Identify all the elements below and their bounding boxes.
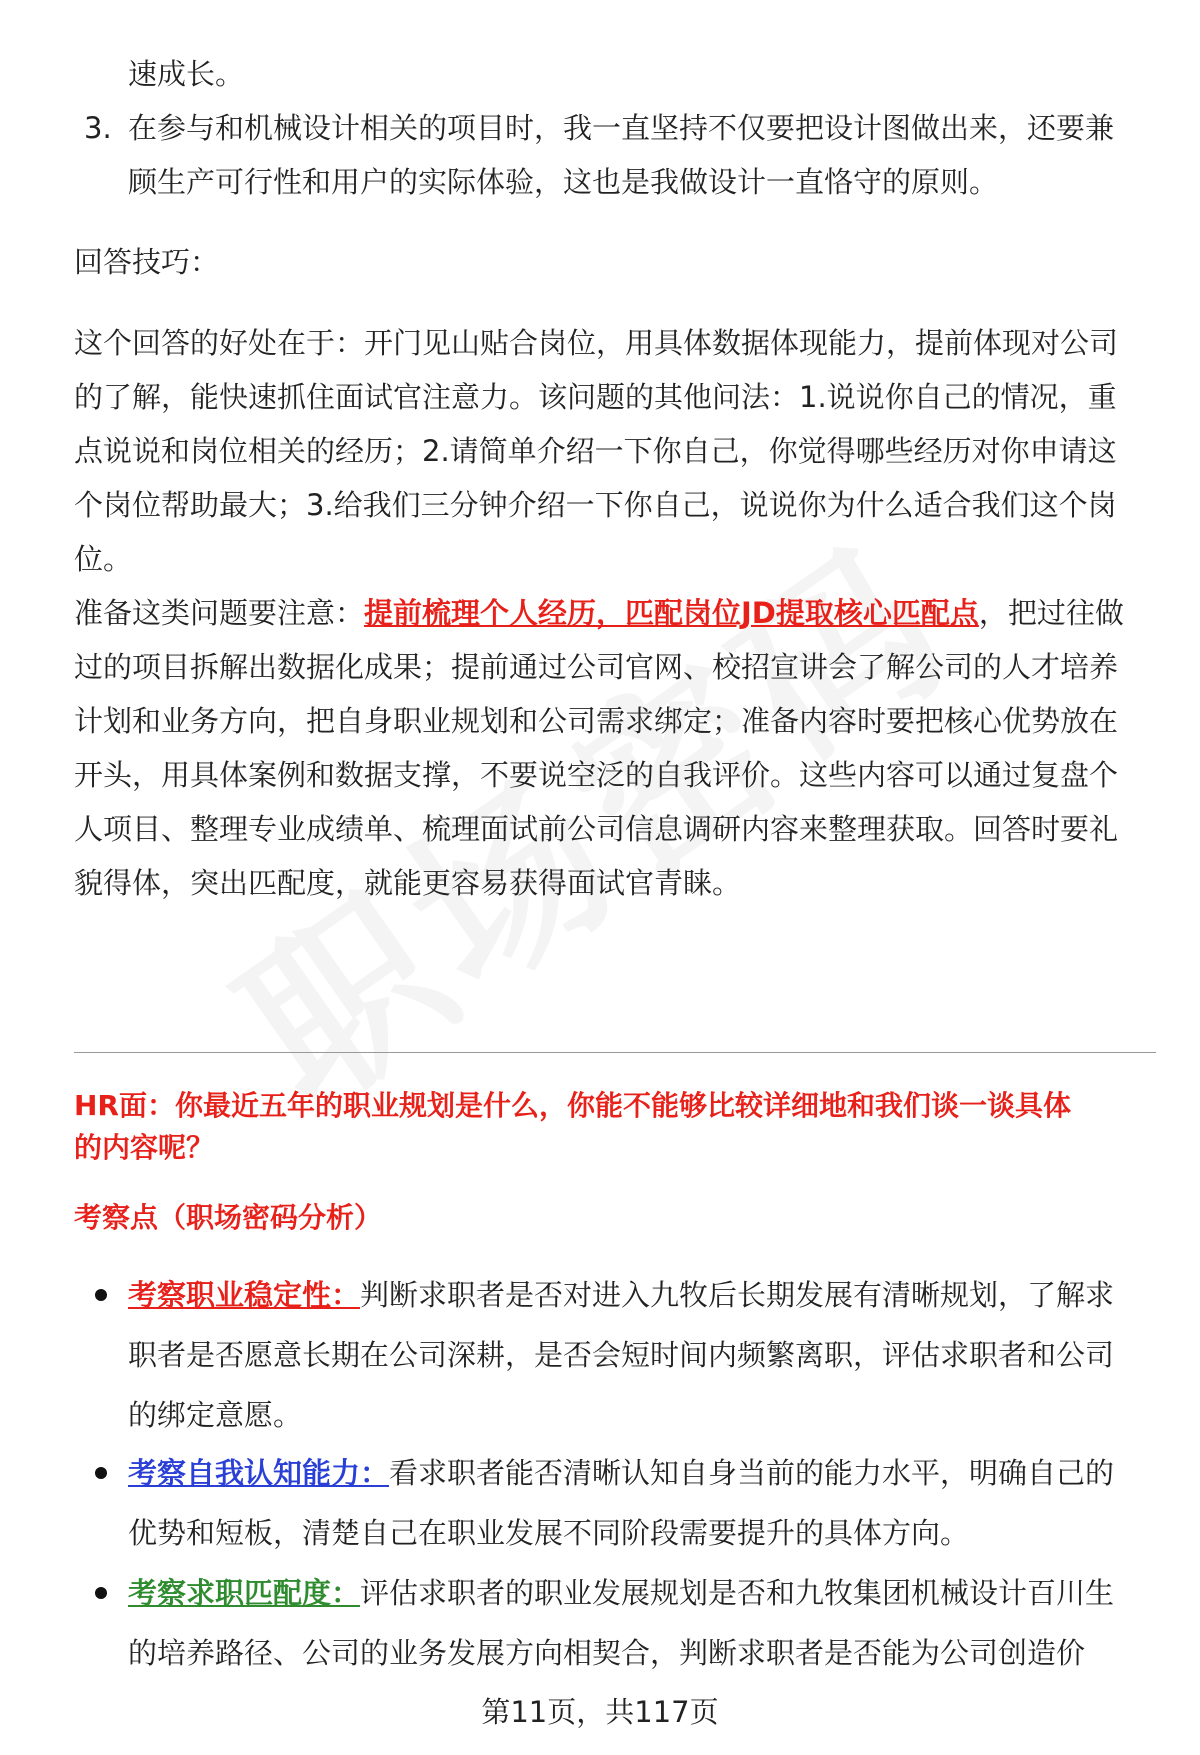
bullet-3-line-1 (128, 1563, 1148, 1623)
prep-line-6: 貌得体，突出匹配度，就能更容易获得面试官青睐。 (74, 866, 742, 900)
tips-line-3: 点说说和岗位相关的经历；2.请简单介绍一下你自己，你觉得哪些经历对你申请这 (74, 434, 1117, 468)
bullet-2-line-1 (128, 1443, 1148, 1503)
bullet-icon (95, 1587, 107, 1599)
prep-line-2: 过的项目拆解出数据化成果；提前通过公司官网、校招宣讲会了解公司的人才培养 (74, 650, 1119, 684)
bullet-3-label: 考察求职匹配度： (128, 1576, 361, 1610)
prep-line-4: 开头，用具体案例和数据支撑，不要说空泛的自我评价。这些内容可以通过复盘个 (74, 758, 1119, 792)
prep-prefix: 准备这类问题要注意： (74, 596, 365, 630)
tips-title: 回答技巧： (74, 245, 220, 279)
bullet-1-line-1 (128, 1265, 1148, 1325)
prep-line-1 (74, 583, 1152, 643)
bullet-1-line-2: 职者是否愿意长期在公司深耕，是否会短时间内频繁离职，评估求职者和公司 (128, 1338, 1115, 1372)
page-footer: 第11页，共117页 (481, 1695, 719, 1729)
bullet-icon (95, 1289, 107, 1301)
bullet-1-label: 考察职业稳定性： (128, 1278, 361, 1312)
tips-line-4: 个岗位帮助最大；3.给我们三分钟介绍一下你自己，说说你为什么适合我们这个岗 (74, 488, 1117, 522)
list-item-3-line-1: 在参与和机械设计相关的项目时，我一直坚持不仅要把设计图做出来，还要兼 (128, 111, 1115, 145)
prep-line-5: 人项目、整理专业成绩单、梳理面试前公司信息调研内容来整理获取。回答时要礼 (74, 812, 1119, 846)
list-continuation: 速成长。 (128, 57, 245, 91)
prep-first-rest: ，把过往做 (978, 596, 1124, 630)
bullet-1-line-3: 的绑定意愿。 (128, 1398, 303, 1432)
question-line-2: 的内容呢？ (74, 1131, 215, 1164)
prep-highlight: 提前梳理个人经历，匹配岗位JD提取核心匹配点 (364, 596, 979, 630)
section-divider (74, 1052, 1156, 1053)
list-item-3-line-2: 顾生产可行性和用户的实际体验，这也是我做设计一直恪守的原则。 (128, 165, 999, 199)
question-line-1: HR面：你最近五年的职业规划是什么，你能不能够比较详细地和我们谈一谈具体 (74, 1089, 1071, 1122)
bullet-icon (95, 1467, 107, 1479)
analysis-title: 考察点（职场密码分析） (74, 1201, 383, 1234)
list-number: 3. (84, 111, 112, 145)
bullet-2-label: 考察自我认知能力： (128, 1456, 390, 1490)
bullet-2-first-rest: 看求职者能否清晰认知自身当前的能力水平，明确自己的 (389, 1456, 1115, 1490)
bullet-1-first-rest: 判断求职者是否对进入九牧后长期发展有清晰规划，了解求 (360, 1278, 1115, 1312)
tips-line-5: 位。 (74, 542, 133, 576)
tips-line-1: 这个回答的好处在于：开门见山贴合岗位，用具体数据体现能力，提前体现对公司 (74, 326, 1119, 360)
bullet-3-line-2: 的培养路径、公司的业务发展方向相契合，判断求职者是否能为公司创造价 (128, 1636, 1086, 1670)
bullet-3-first-rest: 评估求职者的职业发展规划是否和九牧集团机械设计百川生 (360, 1576, 1115, 1610)
bullet-2-line-2: 优势和短板，清楚自己在职业发展不同阶段需要提升的具体方向。 (128, 1516, 970, 1550)
tips-line-2: 的了解，能快速抓住面试官注意力。该问题的其他问法：1.说说你自己的情况，重 (74, 380, 1117, 414)
prep-line-3: 计划和业务方向，把自身职业规划和公司需求绑定；准备内容时要把核心优势放在 (74, 704, 1119, 738)
